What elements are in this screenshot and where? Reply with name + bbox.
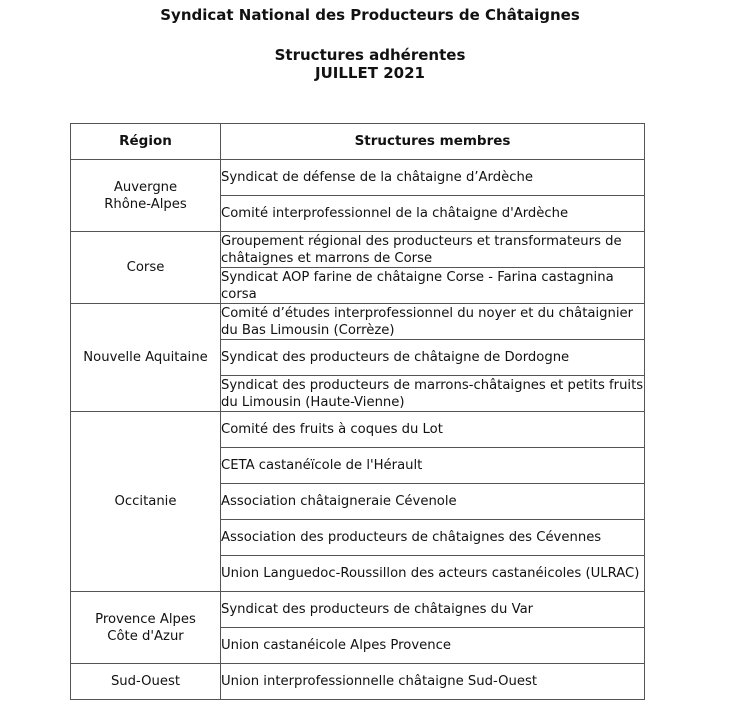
structure-cell (221, 556, 645, 592)
structure-cell (221, 412, 645, 448)
region-label: Auvergne (113, 179, 178, 195)
members-table (70, 123, 645, 700)
structure-cell (221, 304, 645, 340)
table-body (71, 160, 645, 700)
column-header-region: Région (71, 124, 221, 160)
structure-name: Union Languedoc-Roussillon des acteurs castanéicoles (ULRAC) (221, 566, 640, 581)
structure-name: Comité d’études interprofessionnel du noyer et du châtaignier du Bas Limousin (Corrèze) (221, 305, 634, 338)
structure-cell (221, 160, 645, 196)
structure-cell (221, 196, 645, 232)
region-cell (71, 160, 221, 232)
table-row (71, 232, 645, 268)
region-cell (71, 664, 221, 700)
structure-cell (221, 592, 645, 628)
structure-name: Syndicat des producteurs de marrons-châtaignes et petits fruits du Limousin (Haute-Vienne) (221, 377, 644, 410)
region-label: Occitanie (114, 494, 177, 509)
region-label: Sud-Ouest (110, 674, 181, 689)
table-row (71, 304, 645, 340)
structure-name: Syndicat des producteurs de châtaigne de Dordogne (221, 350, 570, 365)
region-cell (71, 232, 221, 304)
structure-cell (221, 340, 645, 376)
structure-name: Syndicat des producteurs de châtaignes du Var (221, 602, 534, 617)
structure-name: CETA castanéïcole de l'Hérault (221, 458, 423, 473)
structure-cell (221, 664, 645, 700)
structure-name: Association des producteurs de châtaignes des Cévennes (221, 530, 602, 545)
region-label: Provence Alpes (95, 611, 196, 627)
organization-title: Syndicat National des Producteurs de Châtaignes (160, 6, 580, 24)
structure-cell (221, 628, 645, 664)
structure-name: Association châtaigneraie Cévenole (221, 494, 457, 509)
structure-cell (221, 448, 645, 484)
structure-name: Comité interprofessionnel de la châtaigne d'Ardèche (221, 206, 569, 221)
region-label: Rhône-Alpes (104, 196, 187, 212)
structure-name: Syndicat AOP farine de châtaigne Corse - Farina castagnina corsa (221, 269, 614, 302)
table-row (71, 664, 645, 700)
structure-cell (221, 268, 645, 304)
table-row (71, 160, 645, 196)
structure-name: Union interprofessionnelle châtaigne Sud-Ouest (221, 674, 538, 689)
column-header-structures: Structures membres (221, 124, 645, 160)
region-cell (71, 412, 221, 592)
document-subtitle: Structures adhérentes (274, 46, 466, 64)
table-row (71, 412, 645, 448)
region-label: Nouvelle Aquitaine (83, 350, 208, 365)
structure-cell (221, 232, 645, 268)
structure-name: Union castanéicole Alpes Provence (221, 638, 451, 653)
region-label: Côte d'Azur (107, 628, 184, 644)
region-label: Corse (126, 260, 165, 275)
structure-cell (221, 520, 645, 556)
region-cell (71, 304, 221, 412)
document-date: JUILLET 2021 (315, 64, 425, 82)
structure-name: Syndicat de défense de la châtaigne d’Ardèche (221, 170, 533, 185)
region-cell (71, 592, 221, 664)
structure-name: Comité des fruits à coques du Lot (221, 422, 443, 437)
structure-cell (221, 376, 645, 412)
table-header-row (71, 124, 645, 160)
structure-cell (221, 484, 645, 520)
structure-name: Groupement régional des producteurs et transformateurs de châtaignes et marrons de Corse (221, 233, 622, 266)
table-row (71, 592, 645, 628)
